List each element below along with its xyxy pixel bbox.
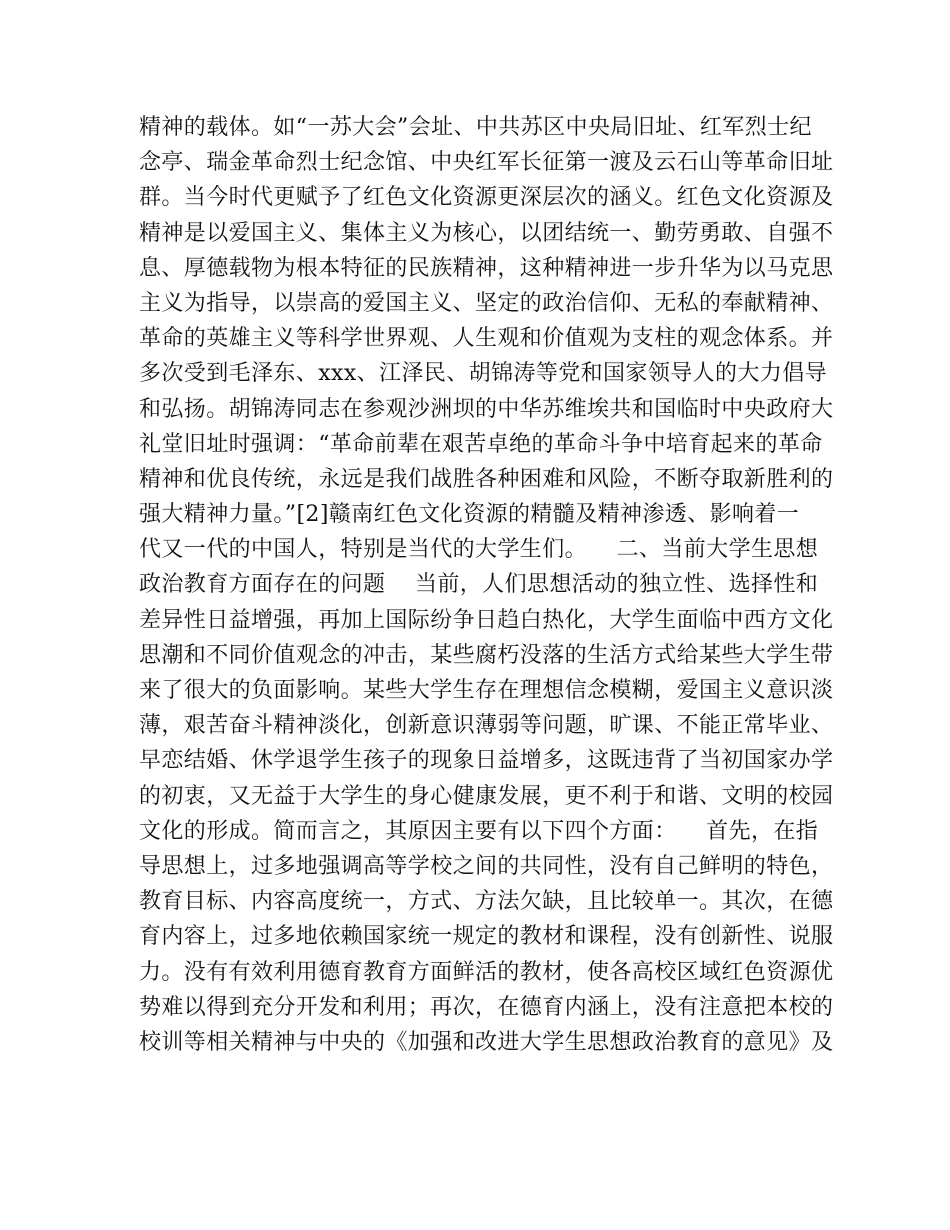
text-line: 礼堂旧址时强调：“革命前辈在艰苦卓绝的革命斗争中培育起来的革命 [139, 431, 823, 457]
text-line: 群。当今时代更赋予了红色文化资源更深层次的涵义。红色文化资源及 [139, 185, 834, 211]
text-line: 精神和优良传统，永远是我们战胜各种困难和风险，不断夺取新胜利的 [139, 466, 834, 492]
text-line: 育内容上，过多地依赖国家统一规定的教材和课程，没有创新性、说服 [139, 924, 834, 950]
text-line: 主义为指导，以崇高的爱国主义、坚定的政治信仰、无私的奉献精神、 [139, 290, 834, 316]
text-line: 的初衷，又无益于大学生的身心健康发展，更不利于和谐、文明的校园 [139, 783, 834, 809]
text-line: 早恋结婚、休学退学生孩子的现象日益增多，这既违背了当初国家办学 [139, 748, 834, 774]
text-line: 导思想上，过多地强调高等学校之间的共同性，没有自己鲜明的特色， [139, 853, 834, 879]
text-line: 思潮和不同价值观念的冲击，某些腐朽没落的生活方式给某些大学生带 [139, 642, 834, 668]
body-text [139, 110, 834, 1060]
text-line: 教育目标、内容高度统一，方式、方法欠缺，且比较单一。其次，在德 [139, 889, 834, 915]
text-line: 政治教育方面存在的问题 当前，人们思想活动的独立性、选择性和 [139, 572, 819, 598]
text-line: 薄，艰苦奋斗精神淡化，创新意识薄弱等问题，旷课、不能正常毕业、 [139, 713, 834, 739]
text-line: 差异性日益增强，再加上国际纷争日趋白热化，大学生面临中西方文化 [139, 607, 834, 633]
text-line: 势难以得到充分开发和利用；再次，在德育内涵上，没有注意把本校的 [139, 994, 834, 1020]
text-line: 力。没有有效利用德育教育方面鲜活的教材，使各高校区域红色资源优 [139, 959, 834, 985]
text-line: 强大精神力量。”[2]赣南红色文化资源的精髓及精神渗透、影响着一 [139, 502, 800, 528]
text-line: 多次受到毛泽东、xxx、江泽民、胡锦涛等党和国家领导人的大力倡导 [139, 361, 828, 387]
text-line: 文化的形成。简而言之，其原因主要有以下四个方面： 首先，在指 [139, 818, 819, 844]
text-line: 精神是以爱国主义、集体主义为核心，以团结统一、勤劳勇敢、自强不 [139, 220, 834, 246]
text-line: 息、厚德载物为根本特征的民族精神，这种精神进一步升华为以马克思 [139, 255, 834, 281]
text-line: 革命的英雄主义等科学世界观、人生观和价值观为支柱的观念体系。并 [139, 326, 834, 352]
text-line: 念亭、瑞金革命烈士纪念馆、中央红军长征第一渡及云石山等革命旧址 [139, 150, 834, 176]
text-line: 校训等相关精神与中央的《加强和改进大学生思想政治教育的意见》及 [139, 1029, 834, 1055]
text-line: 精神的载体。如“一苏大会”会址、中共苏区中央局旧址、红军烈士纪 [139, 115, 812, 140]
text-line: 来了很大的负面影响。某些大学生存在理想信念模糊，爱国主义意识淡 [139, 678, 834, 703]
text-line: 和弘扬。胡锦涛同志在参观沙洲坝的中华苏维埃共和国临时中央政府大 [139, 396, 834, 422]
text-line: 代又一代的中国人，特别是当代的大学生们。 二、当前大学生思想 [139, 537, 819, 563]
